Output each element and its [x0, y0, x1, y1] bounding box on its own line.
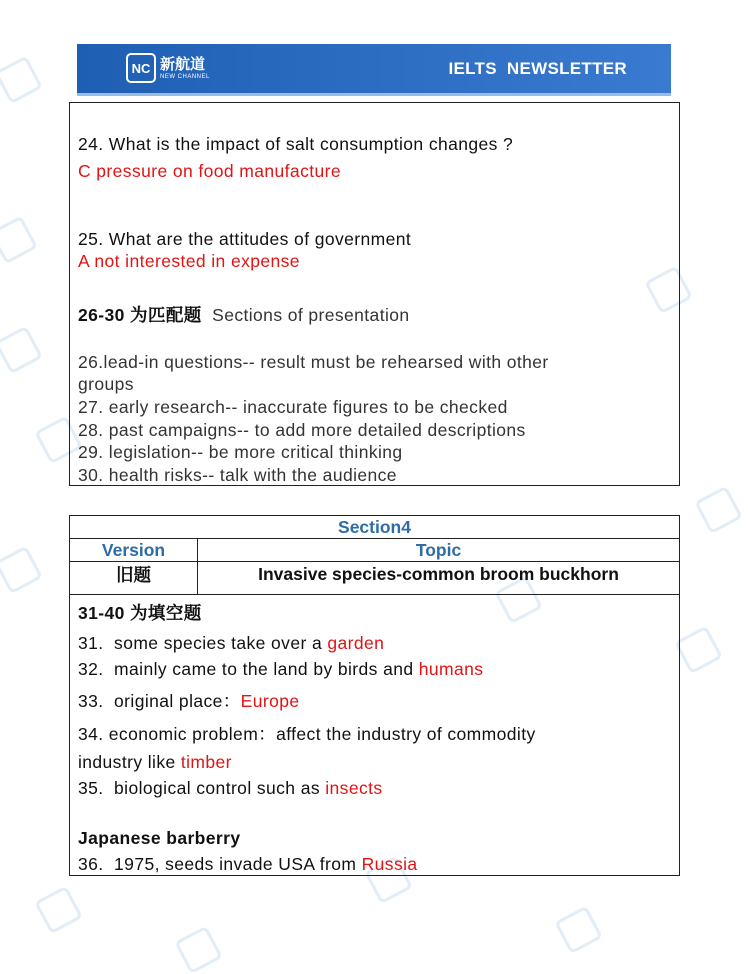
watermark-logo: [0, 323, 46, 374]
matching-heading-topic: Sections of presentation: [201, 305, 410, 325]
fill-in-heading: 31-40 为填空题: [78, 603, 202, 623]
answer-34: timber: [180, 752, 232, 772]
watermark-logo: [0, 543, 46, 594]
logo-chinese-text: 新航道: [160, 55, 206, 73]
matching-heading-label: 26-30 为匹配题: [78, 305, 202, 325]
question-34-cont-text: industry like: [78, 752, 181, 772]
question-36: [78, 854, 418, 875]
question-32-text: 32. mainly came to the land by birds and: [78, 659, 419, 679]
section3-answers-box: [69, 102, 680, 486]
question-31-text: 31. some species take over a: [78, 633, 328, 653]
answer-32: humans: [418, 659, 484, 679]
section4-table: [69, 515, 680, 876]
newsletter-header: [77, 44, 671, 96]
question-26: 26.lead-in questions-- result must be rehearsed with other: [78, 352, 549, 372]
question-32: [78, 659, 483, 680]
version-value: 旧题: [70, 562, 198, 595]
question-36-text: 36. 1975, seeds invade USA from: [78, 854, 362, 874]
question-27: 27. early research-- inaccurate figures to be checked: [78, 397, 508, 417]
answer-24: C pressure on food manufacture: [78, 161, 341, 181]
topic-value: Invasive species-common broom buckhorn: [198, 562, 679, 595]
question-26-cont: groups: [78, 374, 134, 394]
new-channel-logo: [126, 53, 210, 83]
column-header-topic: Topic: [198, 539, 679, 562]
question-25: 25. What are the attitudes of government: [78, 229, 412, 249]
watermark-logo: [554, 903, 606, 954]
watermark-logo: [674, 623, 726, 674]
answer-35: insects: [325, 778, 383, 798]
question-34-cont: [78, 752, 232, 773]
answer-31: garden: [327, 633, 385, 653]
column-header-version: Version: [70, 539, 198, 562]
question-28: 28. past campaigns-- to add more detailed descriptions: [78, 420, 526, 440]
watermark-logo: [694, 483, 746, 534]
answer-36: Russia: [361, 854, 418, 874]
answer-33: Europe: [240, 691, 300, 711]
question-31: [78, 633, 384, 654]
section4-title: Section4: [70, 516, 679, 539]
question-33: [78, 688, 300, 713]
watermark-logo: [0, 213, 41, 264]
question-34: 34. economic problem：affect the industry of commodity: [78, 724, 536, 744]
watermark-logo: [34, 883, 86, 934]
nc-logo-icon: NC: [126, 53, 156, 83]
question-35-text: 35. biological control such as: [78, 778, 326, 798]
logo-english-text: NEW CHANNEL: [160, 73, 210, 80]
subheading-japanese-barberry: Japanese barberry: [78, 828, 241, 848]
watermark-logo: [0, 53, 46, 104]
question-29: 29. legislation-- be more critical thinking: [78, 442, 403, 462]
question-24: 24. What is the impact of salt consumption changes ?: [78, 134, 514, 154]
matching-heading: [78, 302, 410, 327]
answer-25: A not interested in expense: [78, 251, 300, 271]
watermark-logo: [174, 923, 226, 974]
question-30: 30. health risks-- talk with the audience: [78, 465, 397, 485]
header-title: IELTS NEWSLETTER: [448, 59, 627, 78]
question-33-text: 33. original place：: [78, 691, 241, 711]
question-35: [78, 778, 383, 799]
